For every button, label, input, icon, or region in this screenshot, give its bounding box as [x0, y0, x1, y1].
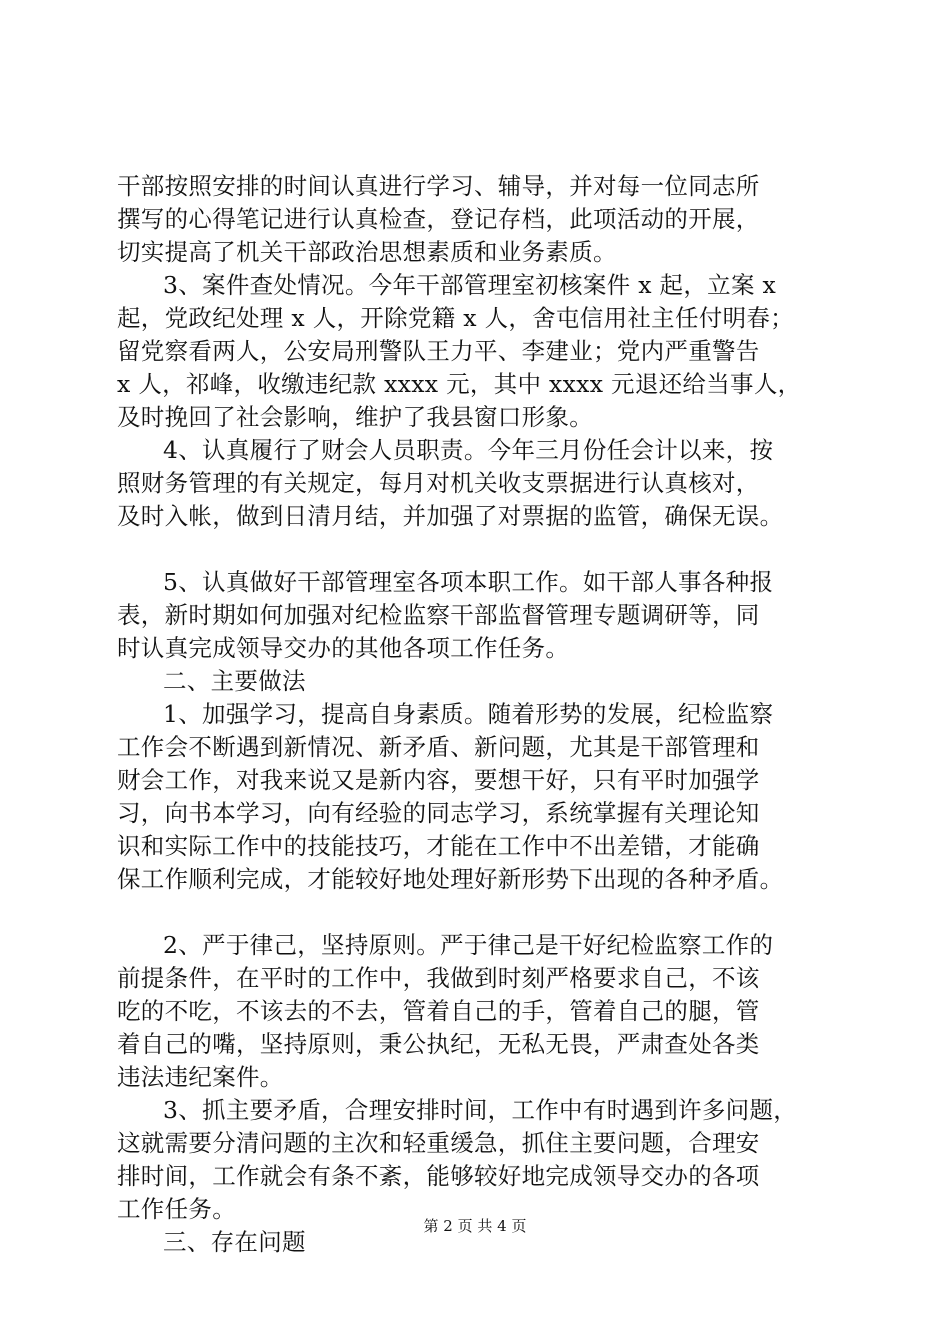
text-line: 识和实际工作中的技能技巧，才能在工作中不出差错，才能确 — [117, 832, 760, 860]
blank-line — [117, 533, 837, 566]
text-line: 起，党政纪处理 x 人，开除党籍 x 人，舍屯信用社主任付明春； — [117, 304, 794, 332]
text-line: 撰写的心得笔记进行认真检查，登记存档，此项活动的开展， — [117, 205, 760, 233]
text-line: 前提条件，在平时的工作中，我做到时刻严格要求自己，不该 — [117, 964, 760, 992]
text-line: 2、严于律己，坚持原则。严于律己是干好纪检监察工作的 — [163, 931, 774, 959]
text-line: 及时入帐，做到日清月结，并加强了对票据的监管，确保无误。 — [117, 502, 784, 530]
text-line: 排时间，工作就会有条不紊，能够较好地完成领导交办的各项 — [117, 1162, 760, 1190]
document-body — [117, 170, 837, 1259]
text-line: 4、认真履行了财会人员职责。今年三月份任会计以来，按 — [163, 436, 774, 464]
text-line: 及时挽回了社会影响，维护了我县窗口形象。 — [117, 403, 593, 431]
text-line: 保工作顺利完成，才能较好地处理好新形势下出现的各种矛盾。 — [117, 865, 784, 893]
text-line: 三、存在问题 — [163, 1228, 306, 1256]
blank-line — [117, 896, 837, 929]
text-line: 吃的不吃，不该去的不去，管着自己的手，管着自己的腿，管 — [117, 997, 760, 1025]
text-line: 留党察看两人，公安局刑警队王力平、李建业；党内严重警告 — [117, 337, 760, 365]
text-line: 切实提高了机关干部政治思想素质和业务素质。 — [117, 238, 617, 266]
text-line: 二、主要做法 — [163, 667, 306, 695]
text-line: 1、加强学习，提高自身素质。随着形势的发展，纪检监察 — [163, 700, 774, 728]
text-line: x 人，祁峰，收缴违纪款 xxxx 元，其中 xxxx 元退还给当事人， — [117, 370, 802, 398]
page-number-label: 第 2 页 共 4 页 — [423, 1217, 527, 1235]
text-line: 3、案件查处情况。今年干部管理室初核案件 x 起，立案 x — [163, 271, 777, 299]
text-line: 违法违纪案件。 — [117, 1063, 284, 1091]
text-line: 这就需要分清问题的主次和轻重缓急，抓住主要问题，合理安 — [117, 1129, 760, 1157]
text-line: 表，新时期如何加强对纪检监察干部监督管理专题调研等，同 — [117, 601, 760, 629]
text-line: 工作会不断遇到新情况、新矛盾、新问题，尤其是干部管理和 — [117, 733, 760, 761]
text-line: 干部按照安排的时间认真进行学习、辅导，并对每一位同志所 — [117, 172, 760, 200]
page-footer — [0, 1216, 950, 1236]
text-line: 照财务管理的有关规定，每月对机关收支票据进行认真核对， — [117, 469, 760, 497]
text-line: 工作任务。 — [117, 1195, 236, 1223]
text-line: 着自己的嘴，坚持原则，秉公执纪，无私无畏，严肃查处各类 — [117, 1030, 760, 1058]
text-line: 财会工作，对我来说又是新内容，要想干好，只有平时加强学 — [117, 766, 760, 794]
text-line: 习，向书本学习，向有经验的同志学习，系统掌握有关理论知 — [117, 799, 760, 827]
text-line: 时认真完成领导交办的其他各项工作任务。 — [117, 634, 570, 662]
text-line: 5、认真做好干部管理室各项本职工作。如干部人事各种报 — [163, 568, 774, 596]
text-line: 3、抓主要矛盾，合理安排时间，工作中有时遇到许多问题， — [163, 1096, 798, 1124]
